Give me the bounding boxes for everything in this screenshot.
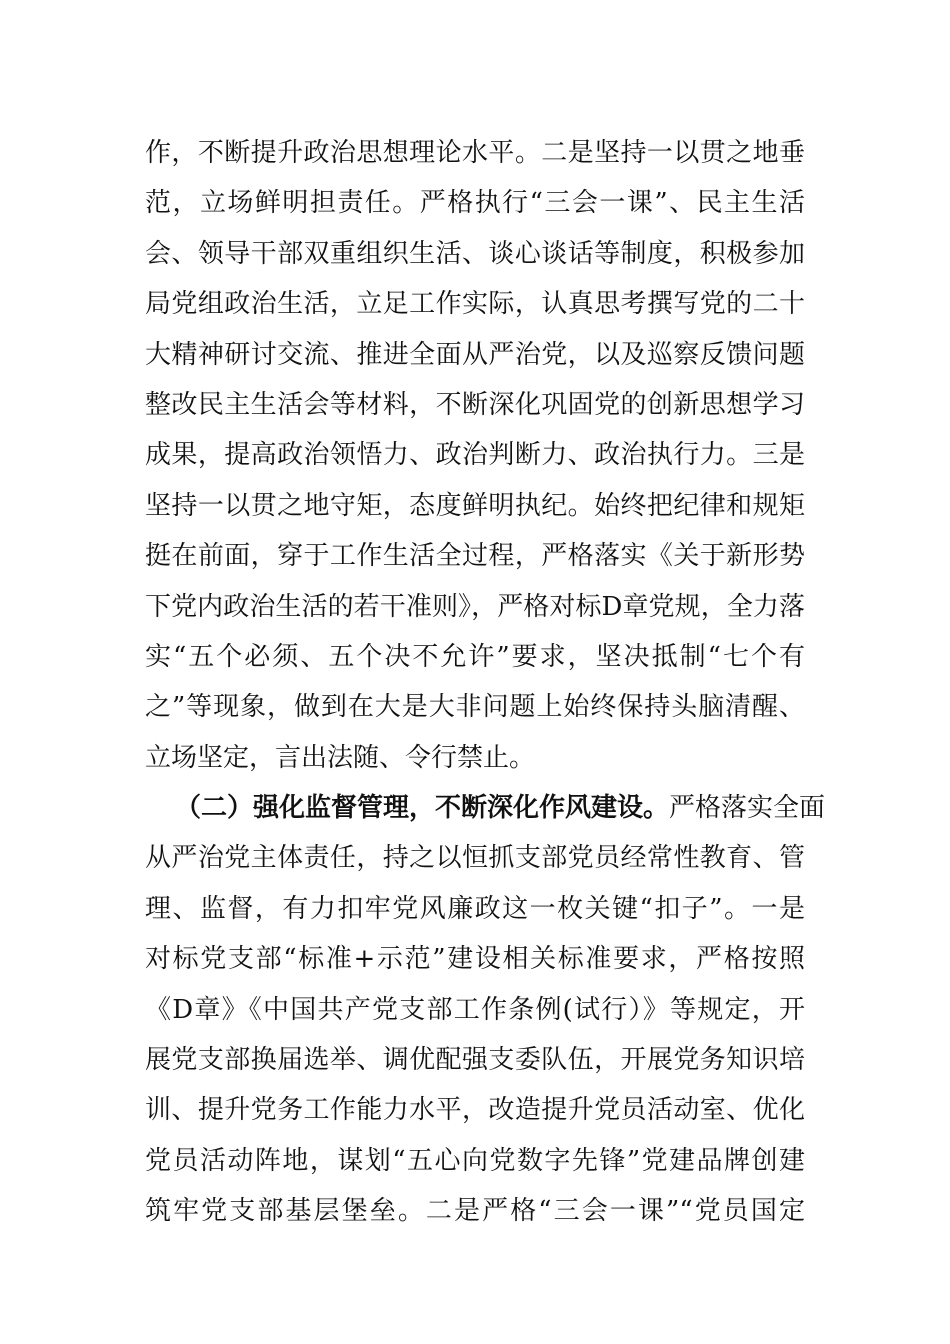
text-line: 从严治党主体责任，持之以恒抓支部党员经常性教育、管	[145, 843, 805, 874]
paragraph-1	[145, 128, 805, 783]
text-line: 坚持一以贯之地守矩，态度鲜明执纪。始终把纪律和规矩	[145, 490, 805, 521]
paragraph-2	[145, 783, 826, 1237]
text-line: 党员活动阵地，谋划“五心向党数字先锋”党建品牌创建	[145, 1145, 805, 1176]
text-line: 之”等现象，做到在大是大非问题上始终保持头脑清醒、	[145, 692, 805, 723]
text-line: 训、提升党务工作能力水平，改造提升党员活动室、优化	[145, 1095, 805, 1126]
text-line: 对标党支部“标准+示范”建设相关标准要求，严格按照	[145, 944, 805, 975]
section-heading: （二）强化监督管理，不断深化作风建设。	[175, 793, 670, 824]
paragraph-2-first-line	[145, 783, 826, 833]
text-line: 展党支部换届选举、调优配强支委队伍，开展党务知识培	[145, 1045, 805, 1076]
text-span: 严格落实全面	[669, 793, 826, 824]
text-line: 下党内政治生活的若干准则》，严格对标D章党规，全力落	[145, 591, 805, 622]
text-line: 作，不断提升政治思想理论水平。二是坚持一以贯之地垂	[145, 138, 805, 168]
text-line: 筑牢党支部基层堡垒。二是严格“三会一课”“党员国定	[145, 1196, 805, 1227]
text-line: 会、领导干部双重组织生活、谈心谈话等制度，积极参加	[145, 238, 805, 269]
text-line: 整改民主生活会等材料，不断深化巩固党的创新思想学习	[145, 389, 805, 420]
text-line: 《D章》《中国共产党支部工作条例(试行）》等规定，开	[145, 994, 805, 1025]
text-line: 理、监督，有力扣牢党风廉政这一枚关键“扣子”。一是	[145, 893, 805, 924]
text-line: 局党组政治生活，立足工作实际，认真思考撰写党的二十	[145, 289, 805, 320]
text-line: 范，立场鲜明担责任。严格执行“三会一课”、民主生活	[145, 188, 805, 219]
text-line: 挺在前面，穿于工作生活全过程，严格落实《关于新形势	[145, 541, 805, 572]
text-line: 大精神研讨交流、推进全面从严治党，以及巡察反馈问题	[145, 339, 805, 370]
document-body	[145, 128, 826, 1237]
text-line: 立场坚定，言出法随、令行禁止。	[145, 742, 536, 773]
text-line: 成果，提高政治领悟力、政治判断力、政治执行力。三是	[145, 440, 805, 471]
text-line: 实“五个必须、五个决不允许”要求，坚决抵制“七个有	[145, 641, 805, 672]
